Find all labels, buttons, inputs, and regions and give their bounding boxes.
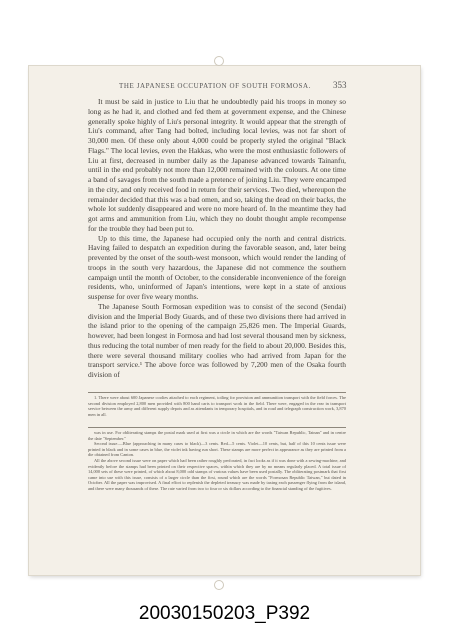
- paragraph: The Japanese South Formosan expedition was to consist of the second (Sendai) division and the Imperial Body Guards, and of these two divisions there had arrived in the island prior to the opening of the campaign 25,826 men. The Imperial Guards, however, had been longest in Formosa and had lost several thousand men by sickness, thus reducing the total number of men ready for the field to about 20,000. Besides this, there were several thousand military coolies who had arrived from Japan for the transport service.¹ The above force was followed by 7,200 men of the Osaka fourth division of: [88, 301, 346, 379]
- paragraph: Up to this time, the Japanese had occupied only the north and central districts. Having failed to despatch an expedition during the favorable season, and, later being prevented by the onset of the south-west monsoon, which would render the landing of troops in the south very hazardous, the Japanese did not commence the southern campaign until the month of October, to the considerable inconvenience of the foreign residents, who, uninformed of Japan's intentions, were kept in a state of anxious suspense for over five weary months.: [88, 233, 346, 301]
- footnote-divider: [88, 392, 346, 393]
- footnote-paragraph: All the above second issue were on paper which had been rather roughly perforated, in fact looks as if it was done with a sewing-machine, and evidently before the stamps had been printed on their respective spaces, within which they are by no means regularly placed. A total issue of 14,000 sets of these were printed, of which about 8,000 odd stamps of various values have been used postally. The obliterating postmark that first came into use with this issue, consists of a larger circle than the first, round which are the words "Formosan Republic Taiwan," but dated in October. All the paper was improvised. A final effort to replenish the depleted treasury was made by taxing each passenger flying from the island, and there were many thousands of these. The rate varied from two to four or six dollars according to the financial standing of the fugitives.: [88, 457, 346, 491]
- binding-hole-top: [214, 56, 224, 66]
- running-title: THE JAPANESE OCCUPATION OF SOUTH FORMOSA.: [118, 82, 312, 90]
- footnote: 1. There were about 600 Japanese coolies attached to each regiment, toiling for provision and ammunition transport with the field forces. The second division employed 2,800 men provided with 800 hand carts to transport work in the field. There were, engaged in the rear in transport service between the army and different supply depots and as attendants in temporary hospitals, and in road and telegraph construction work, 3,870 men in all.: [88, 395, 346, 417]
- footnote-divider: [88, 427, 346, 428]
- footnote-paragraph: was in use. For obliterating stamps the postal mark used at first was a circle in which are the words "Taiwan Republic, Tainan" and in centre the date "September.": [88, 430, 346, 441]
- footnote-paragraph: Second issue.—Blue (approaching in many cases to black)—3 cents. Red—5 cents. Violet—10 cents, but, half of this 10 cents issue were printed in black and in some cases in blue, the violet ink having run short. These stamps are more perfect in appearance as they are printed from a die obtained from Canton.: [88, 441, 346, 458]
- main-text: [88, 97, 346, 380]
- image-caption: 20030150203_P392: [138, 603, 311, 624]
- page-number: 353: [333, 80, 347, 90]
- footnote-continuation-block: [88, 430, 346, 568]
- paragraph: It must be said in justice to Liu that he undoubtedly paid his troops in money so long as he had it, and clothed and fed them at government expense, and the Chinese generally spoke highly of Liu's personal integrity. It would appear that the strength of Liu's command, after Tang had bolted, including local levies, was not far short of 30,000 men. Of these only about 4,000 could be properly styled the original "Black Flags." The local levies, even the Hakkas, who were the most enthusiastic followers of Liu at first, decreased in number daily as the Japanese advanced towards Tainanfu, until in the end probably not more than 12,000 remained with the colours. At one time a band of savages from the south made a pretence of joining Liu. They were encamped in the city, and only received food in return for their services. Two died, whereupon the remainder decided that this was a bad omen, and so, taking the dead on their backs, the whole lot suddenly disappeared and were no more heard of. In the meantime they had got arms and ammunition from Liu, which they no doubt thought ample recompense for the trouble they had been put to.: [88, 97, 346, 233]
- footnote-block: [88, 395, 346, 427]
- binding-hole-bottom: [214, 580, 224, 590]
